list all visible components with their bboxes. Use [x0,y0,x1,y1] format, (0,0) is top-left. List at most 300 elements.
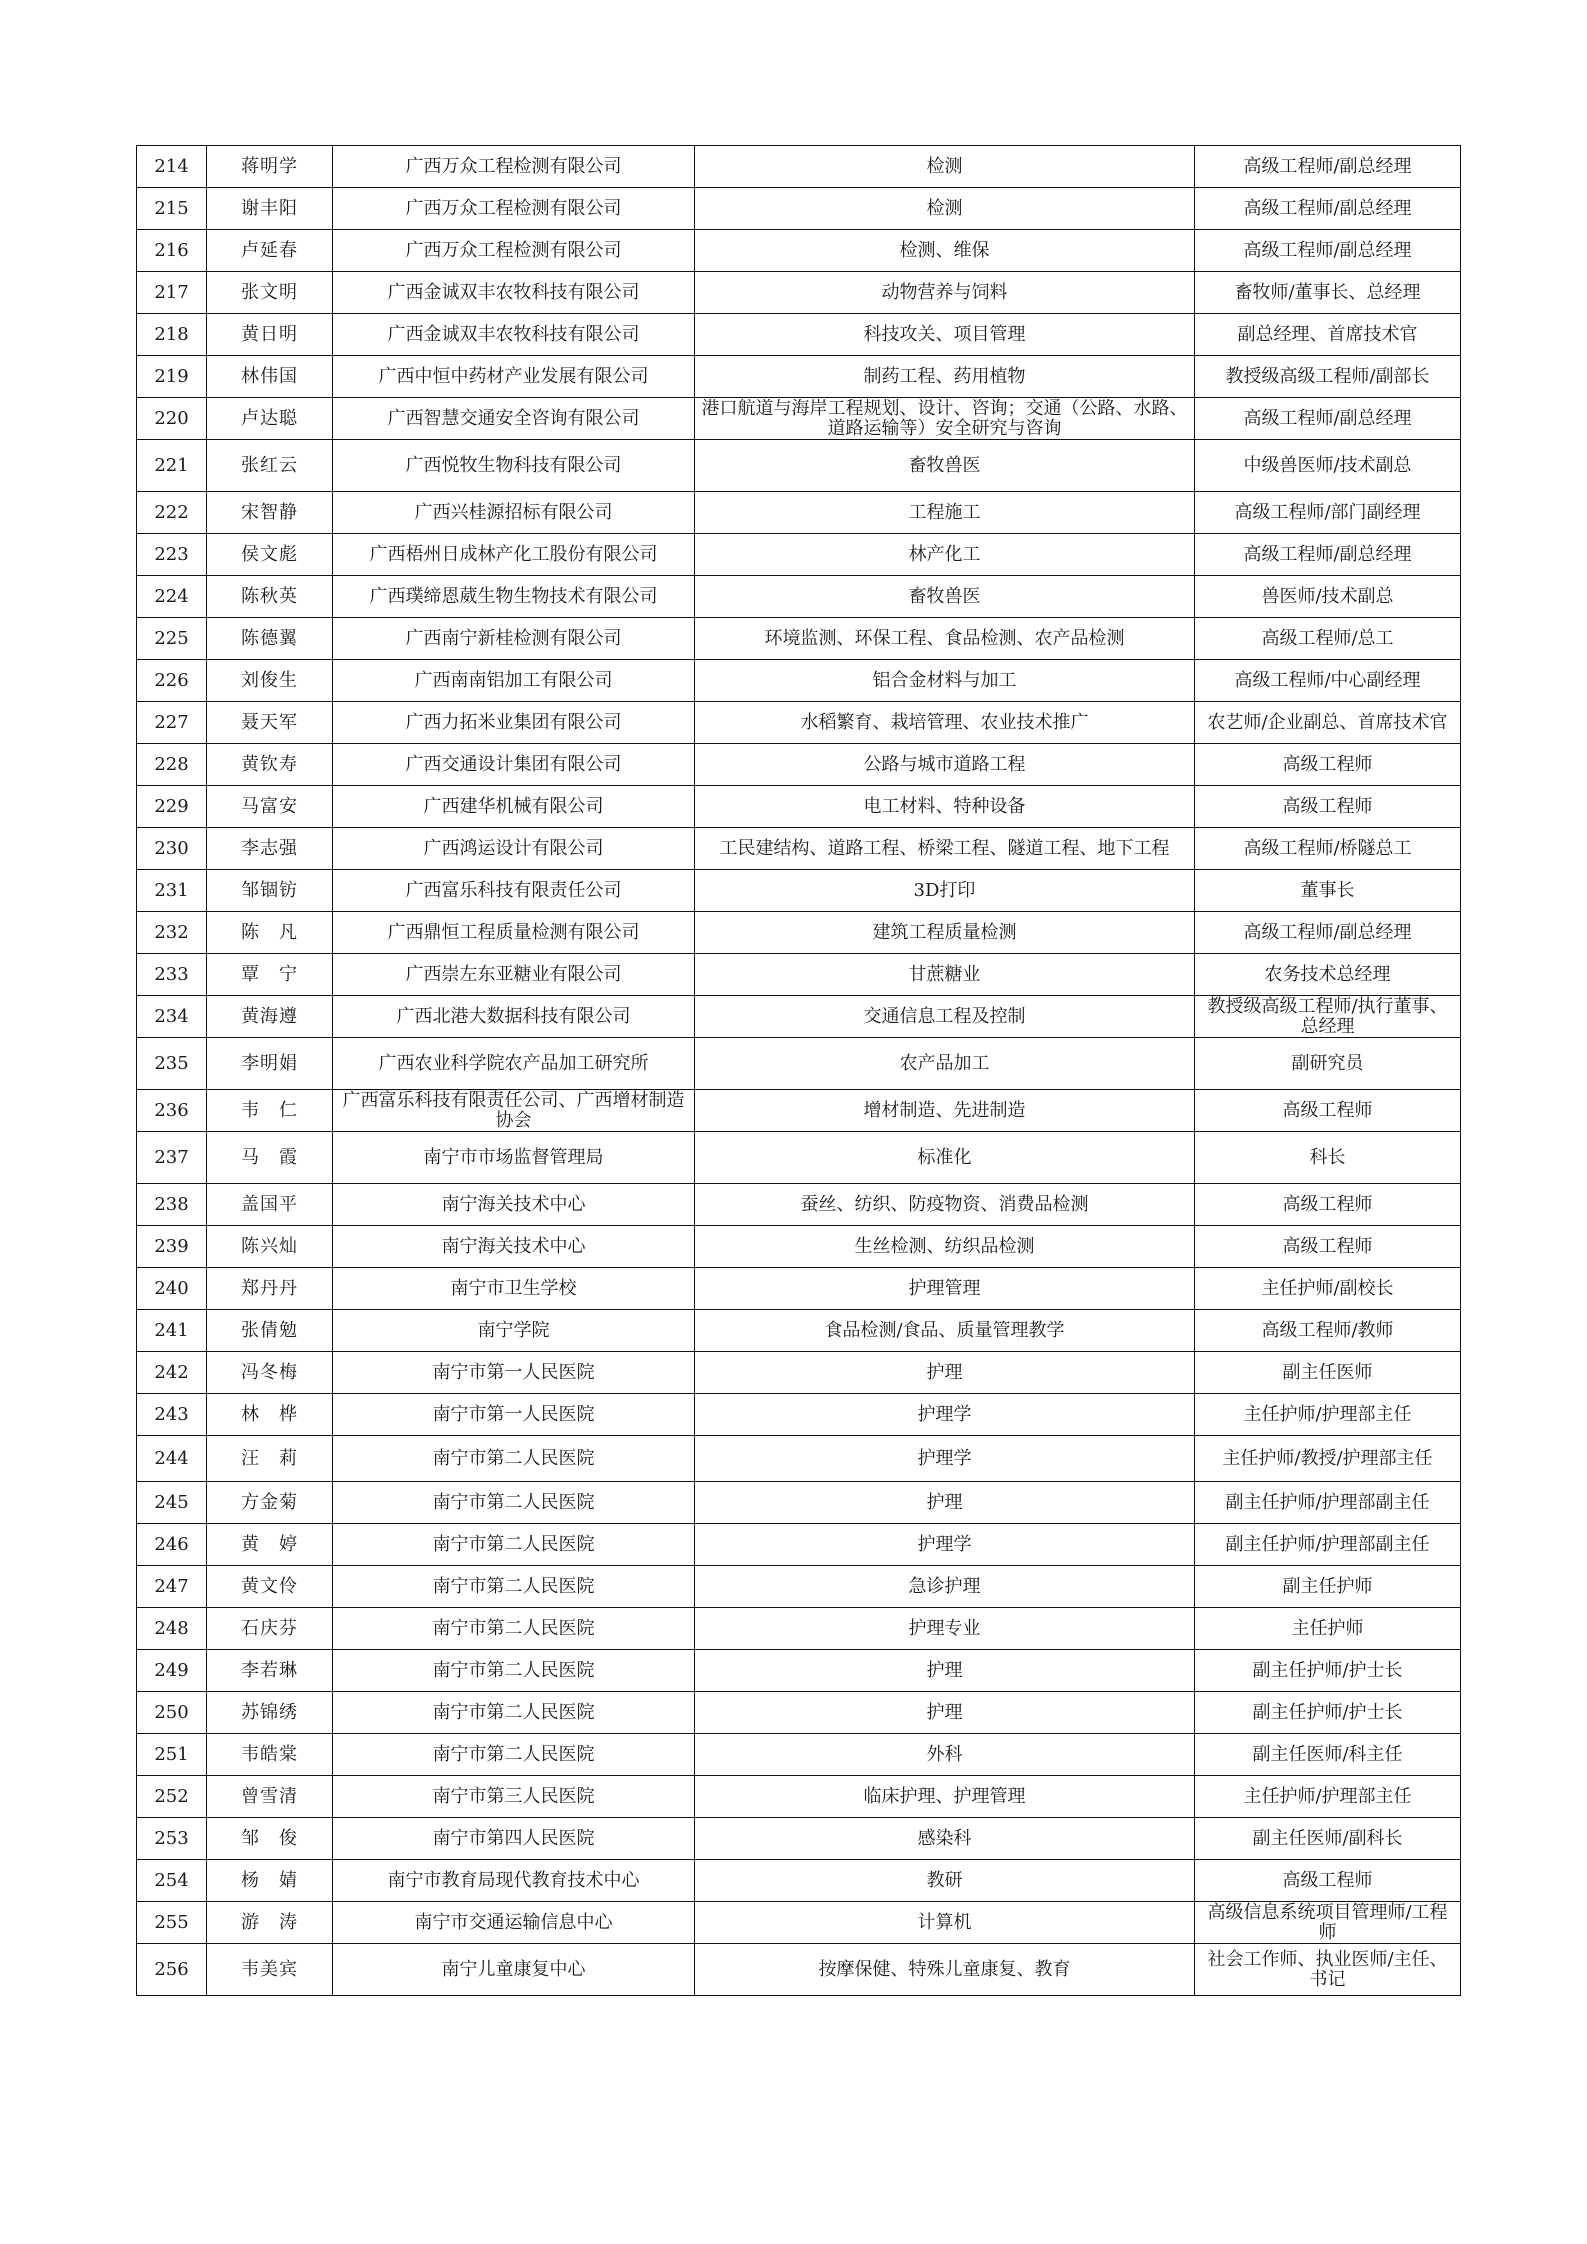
organization-cell [333,1352,695,1394]
organization-cell [333,1132,695,1184]
organization-cell [333,1310,695,1352]
row-number-cell [137,1268,207,1310]
organization: 南宁市第二人民医院 [432,1701,595,1723]
organization-cell [333,272,695,314]
organization-cell [333,314,695,356]
specialty-field-cell [695,1436,1195,1482]
job-title-cell [1195,1692,1461,1734]
organization-cell [333,492,695,534]
specialty-field-cell [695,272,1195,314]
person-name: 李若琳 [241,1659,298,1681]
job-title: 农务技术总经理 [1264,963,1391,985]
row-number-cell [137,1818,207,1860]
person-name: 韦 仁 [241,1099,298,1121]
row-number-cell [137,1038,207,1090]
row-number: 240 [154,1277,189,1299]
job-title-cell [1195,576,1461,618]
person-name: 马 霞 [241,1146,298,1168]
specialty-field: 食品检测/食品、质量管理教学 [824,1319,1065,1341]
organization-cell [333,1776,695,1818]
specialty-field: 公路与城市道路工程 [863,753,1026,775]
row-number: 255 [154,1911,189,1933]
job-title-cell [1195,618,1461,660]
person-name: 卢达聪 [241,407,298,429]
row-number: 227 [154,711,189,733]
specialty-field: 感染科 [917,1827,972,1849]
organization: 广西梧州日成林产化工股份有限公司 [369,543,658,565]
specialty-field: 标准化 [917,1146,972,1168]
organization: 南宁市第一人民医院 [432,1403,595,1425]
job-title: 高级工程师 [1282,1235,1373,1257]
specialty-field: 护理 [926,1361,963,1383]
job-title: 教授级高级工程师/副部长 [1225,365,1430,387]
job-title: 主任护师 [1291,1617,1364,1639]
person-name: 聂天军 [241,711,298,733]
specialty-field-cell [695,146,1195,188]
row-number-cell [137,314,207,356]
job-title: 高级工程师/桥隧总工 [1243,837,1412,859]
specialty-field: 科技攻关、项目管理 [863,323,1026,345]
person-name-cell [207,744,333,786]
job-title: 高级工程师/副总经理 [1243,155,1412,177]
job-title-cell [1195,1818,1461,1860]
table-row [137,1650,1461,1692]
expert-list-table [136,145,1461,1996]
person-name: 侯文彪 [241,543,298,565]
specialty-field: 畜牧兽医 [908,454,981,476]
organization: 南宁市第二人民医院 [432,1743,595,1765]
row-number: 216 [154,239,189,261]
specialty-field-cell [695,1776,1195,1818]
organization-cell [333,870,695,912]
job-title: 副研究员 [1291,1052,1364,1074]
row-number: 250 [154,1701,189,1723]
organization-cell [333,188,695,230]
organization-cell [333,1860,695,1902]
job-title: 高级工程师 [1282,1099,1373,1121]
specialty-field-cell [695,1944,1195,1996]
organization-cell [333,576,695,618]
job-title: 高级工程师 [1282,753,1373,775]
person-name: 张红云 [241,454,298,476]
row-number-cell [137,1482,207,1524]
organization: 广西万众工程检测有限公司 [405,155,622,177]
job-title: 主任护师/教授/护理部主任 [1222,1447,1433,1469]
specialty-field: 动物营养与饲料 [881,281,1008,303]
person-name: 宋智静 [241,501,298,523]
organization: 南宁市交通运输信息中心 [414,1911,613,1933]
table-row [137,912,1461,954]
specialty-field-cell [695,618,1195,660]
specialty-field: 检测、维保 [899,239,990,261]
specialty-field: 甘蔗糖业 [908,963,981,985]
organization: 南宁儿童康复中心 [441,1958,586,1980]
organization-cell [333,1734,695,1776]
specialty-field-cell [695,1394,1195,1436]
person-name: 李志强 [241,837,298,859]
organization: 广西兴桂源招标有限公司 [414,501,613,523]
person-name: 陈德翼 [241,627,298,649]
person-name: 韦皓棠 [241,1743,298,1765]
row-number: 235 [154,1052,189,1074]
person-name-cell [207,870,333,912]
job-title: 副总经理、首席技术官 [1237,323,1418,345]
person-name-cell [207,1776,333,1818]
job-title: 高级信息系统项目管理师/工程师 [1207,1901,1448,1943]
person-name-cell [207,1692,333,1734]
specialty-field: 按摩保健、特殊儿童康复、教育 [818,1958,1071,1980]
table-row [137,1902,1461,1944]
job-title: 副主任护师 [1282,1575,1373,1597]
row-number-cell [137,440,207,492]
row-number-cell [137,1226,207,1268]
row-number: 230 [154,837,189,859]
person-name-cell [207,1944,333,1996]
specialty-field: 临床护理、护理管理 [863,1785,1026,1807]
person-name-cell [207,1038,333,1090]
row-number: 244 [154,1447,189,1469]
row-number-cell [137,702,207,744]
organization: 南宁市第四人民医院 [432,1827,595,1849]
row-number: 241 [154,1319,189,1341]
table-row [137,1436,1461,1482]
job-title: 高级工程师/副总经理 [1243,543,1412,565]
specialty-field-cell [695,912,1195,954]
organization: 广西南宁新桂检测有限公司 [405,627,622,649]
specialty-field: 护理 [926,1659,963,1681]
person-name: 邹锢钫 [241,879,298,901]
job-title-cell [1195,1566,1461,1608]
organization: 广西鸿运设计有限公司 [423,837,604,859]
table-row [137,1608,1461,1650]
organization: 广西力拓米业集团有限公司 [405,711,622,733]
table-row [137,1524,1461,1566]
job-title: 主任护师/护理部主任 [1243,1785,1412,1807]
organization: 南宁市第二人民医院 [432,1447,595,1469]
organization-cell [333,1566,695,1608]
specialty-field-cell [695,440,1195,492]
job-title: 社会工作师、执业医师/主任、书记 [1207,1948,1448,1990]
specialty-field-cell [695,786,1195,828]
organization-cell [333,996,695,1038]
table-row [137,1566,1461,1608]
job-title: 高级工程师 [1282,1869,1373,1891]
job-title-cell [1195,1268,1461,1310]
row-number-cell [137,954,207,996]
person-name-cell [207,1090,333,1132]
specialty-field: 外科 [926,1743,963,1765]
person-name: 邹 俊 [241,1827,298,1849]
row-number: 243 [154,1403,189,1425]
job-title-cell [1195,996,1461,1038]
row-number-cell [137,1090,207,1132]
specialty-field: 水稻繁育、栽培管理、农业技术推广 [800,711,1089,733]
person-name: 谢丰阳 [241,197,298,219]
table-row [137,702,1461,744]
row-number-cell [137,618,207,660]
organization-cell [333,1268,695,1310]
row-number: 220 [154,407,189,429]
person-name: 汪 莉 [241,1447,298,1469]
table-row [137,314,1461,356]
person-name: 陈兴灿 [241,1235,298,1257]
specialty-field: 护理学 [917,1403,972,1425]
specialty-field: 3D打印 [913,879,976,901]
organization: 南宁市第三人民医院 [432,1785,595,1807]
specialty-field-cell [695,1566,1195,1608]
person-name-cell [207,618,333,660]
table-row [137,1226,1461,1268]
person-name-cell [207,1184,333,1226]
row-number-cell [137,534,207,576]
organization-cell [333,1184,695,1226]
person-name-cell [207,1608,333,1650]
row-number-cell [137,1776,207,1818]
organization: 南宁市市场监督管理局 [423,1146,604,1168]
row-number: 219 [154,365,189,387]
organization: 广西崇左东亚糖业有限公司 [405,963,622,985]
specialty-field: 电工材料、特种设备 [863,795,1026,817]
organization-cell [333,146,695,188]
organization: 南宁市第二人民医院 [432,1659,595,1681]
job-title: 副主任护师/护理部副主任 [1225,1533,1430,1555]
specialty-field-cell [695,1608,1195,1650]
job-title: 科长 [1309,1146,1346,1168]
row-number-cell [137,1524,207,1566]
job-title: 中级兽医师/技术副总 [1243,454,1412,476]
specialty-field-cell [695,744,1195,786]
table-row [137,146,1461,188]
organization-cell [333,954,695,996]
person-name-cell [207,954,333,996]
specialty-field-cell [695,996,1195,1038]
row-number: 234 [154,1005,189,1027]
job-title-cell [1195,828,1461,870]
table-row [137,954,1461,996]
row-number: 222 [154,501,189,523]
row-number: 254 [154,1869,189,1891]
specialty-field-cell [695,954,1195,996]
job-title: 高级工程师/副总经理 [1243,197,1412,219]
row-number: 215 [154,197,189,219]
organization-cell [333,1818,695,1860]
job-title: 畜牧师/董事长、总经理 [1234,281,1421,303]
person-name: 陈 凡 [241,921,298,943]
job-title: 董事长 [1300,879,1355,901]
job-title-cell [1195,534,1461,576]
specialty-field-cell [695,1482,1195,1524]
job-title: 副主任医师/科主任 [1252,1743,1403,1765]
job-title-cell [1195,272,1461,314]
organization-cell [333,1394,695,1436]
row-number-cell [137,1352,207,1394]
person-name: 李明娟 [241,1052,298,1074]
specialty-field-cell [695,702,1195,744]
person-name: 覃 宁 [241,963,298,985]
organization: 南宁市第二人民医院 [432,1575,595,1597]
organization-cell [333,534,695,576]
row-number-cell [137,1692,207,1734]
row-number: 256 [154,1958,189,1980]
organization: 广西农业科学院农产品加工研究所 [378,1052,649,1074]
job-title-cell [1195,1650,1461,1692]
specialty-field-cell [695,660,1195,702]
row-number: 226 [154,669,189,691]
row-number-cell [137,1734,207,1776]
person-name-cell [207,1650,333,1692]
specialty-field-cell [695,1860,1195,1902]
table-row [137,356,1461,398]
row-number: 245 [154,1491,189,1513]
row-number: 238 [154,1193,189,1215]
organization-cell [333,398,695,440]
row-number-cell [137,744,207,786]
job-title-cell [1195,1394,1461,1436]
job-title-cell [1195,1090,1461,1132]
person-name: 韦美宾 [241,1958,298,1980]
row-number-cell [137,398,207,440]
row-number-cell [137,660,207,702]
row-number: 239 [154,1235,189,1257]
row-number-cell [137,996,207,1038]
person-name-cell [207,660,333,702]
table-row [137,1090,1461,1132]
row-number: 248 [154,1617,189,1639]
specialty-field-cell [695,398,1195,440]
specialty-field: 港口航道与海岸工程规划、设计、咨询；交通（公路、水路、道路运输等）安全研究与咨询 [701,398,1188,439]
job-title-cell [1195,912,1461,954]
job-title-cell [1195,1226,1461,1268]
job-title-cell [1195,356,1461,398]
job-title: 高级工程师/部门副经理 [1234,501,1421,523]
table-row [137,996,1461,1038]
row-number-cell [137,1310,207,1352]
row-number: 214 [154,155,189,177]
specialty-field-cell [695,1650,1195,1692]
table-row [137,1394,1461,1436]
table-body [137,146,1461,1996]
row-number: 252 [154,1785,189,1807]
job-title-cell [1195,492,1461,534]
organization: 南宁市第二人民医院 [432,1533,595,1555]
person-name-cell [207,1860,333,1902]
specialty-field: 护理学 [917,1447,972,1469]
job-title-cell [1195,314,1461,356]
organization: 广西金诚双丰农牧科技有限公司 [387,323,640,345]
person-name-cell [207,828,333,870]
person-name-cell [207,356,333,398]
job-title: 副主任护师/护士长 [1252,1701,1403,1723]
person-name-cell [207,1132,333,1184]
organization: 南宁市卫生学校 [450,1277,577,1299]
table-row [137,1310,1461,1352]
job-title: 高级工程师 [1282,795,1373,817]
job-title-cell [1195,1734,1461,1776]
table-row [137,230,1461,272]
person-name: 林 桦 [241,1403,298,1425]
table-row [137,440,1461,492]
row-number: 242 [154,1361,189,1383]
organization: 南宁市第一人民医院 [432,1361,595,1383]
specialty-field: 生丝检测、纺织品检测 [854,1235,1035,1257]
person-name-cell [207,1818,333,1860]
specialty-field-cell [695,1268,1195,1310]
row-number-cell [137,1860,207,1902]
person-name: 黄钦寿 [241,753,298,775]
organization: 广西智慧交通安全咨询有限公司 [387,407,640,429]
job-title-cell [1195,660,1461,702]
organization-cell [333,1090,695,1132]
row-number-cell [137,1650,207,1692]
specialty-field: 蚕丝、纺织、防疫物资、消费品检测 [800,1193,1089,1215]
table-row [137,1692,1461,1734]
person-name: 黄海遵 [241,1005,298,1027]
organization: 南宁海关技术中心 [441,1235,586,1257]
job-title: 副主任医师 [1282,1361,1373,1383]
row-number: 229 [154,795,189,817]
row-number: 217 [154,281,189,303]
table-row [137,576,1461,618]
person-name: 曾雪清 [241,1785,298,1807]
organization-cell [333,1902,695,1944]
job-title: 主任护师/副校长 [1261,1277,1394,1299]
job-title-cell [1195,870,1461,912]
person-name-cell [207,1482,333,1524]
person-name-cell [207,188,333,230]
organization: 广西万众工程检测有限公司 [405,239,622,261]
specialty-field-cell [695,870,1195,912]
table-row [137,534,1461,576]
organization: 广西富乐科技有限责任公司 [405,879,622,901]
job-title: 兽医师/技术副总 [1261,585,1394,607]
row-number-cell [137,786,207,828]
organization-cell [333,828,695,870]
organization: 广西南南铝加工有限公司 [414,669,613,691]
table-row [137,618,1461,660]
row-number-cell [137,1608,207,1650]
person-name: 林伟国 [241,365,298,387]
person-name: 张倩勉 [241,1319,298,1341]
job-title-cell [1195,954,1461,996]
organization: 广西璞缔恩葳生物生物技术有限公司 [369,585,658,607]
person-name-cell [207,1734,333,1776]
row-number-cell [137,1184,207,1226]
row-number: 237 [154,1146,189,1168]
table-row [137,1184,1461,1226]
specialty-field-cell [695,1734,1195,1776]
row-number-cell [137,1944,207,1996]
specialty-field-cell [695,1524,1195,1566]
specialty-field: 增材制造、先进制造 [863,1099,1026,1121]
organization: 广西北港大数据科技有限公司 [396,1005,631,1027]
person-name-cell [207,272,333,314]
row-number: 246 [154,1533,189,1555]
organization-cell [333,1038,695,1090]
job-title: 高级工程师/总工 [1261,627,1394,649]
table-row [137,1482,1461,1524]
specialty-field-cell [695,576,1195,618]
table-row [137,1352,1461,1394]
table-row [137,1860,1461,1902]
organization-cell [333,660,695,702]
specialty-field: 护理 [926,1701,963,1723]
specialty-field: 教研 [926,1869,963,1891]
row-number-cell [137,1566,207,1608]
person-name-cell [207,996,333,1038]
person-name-cell [207,1352,333,1394]
job-title-cell [1195,398,1461,440]
person-name-cell [207,786,333,828]
